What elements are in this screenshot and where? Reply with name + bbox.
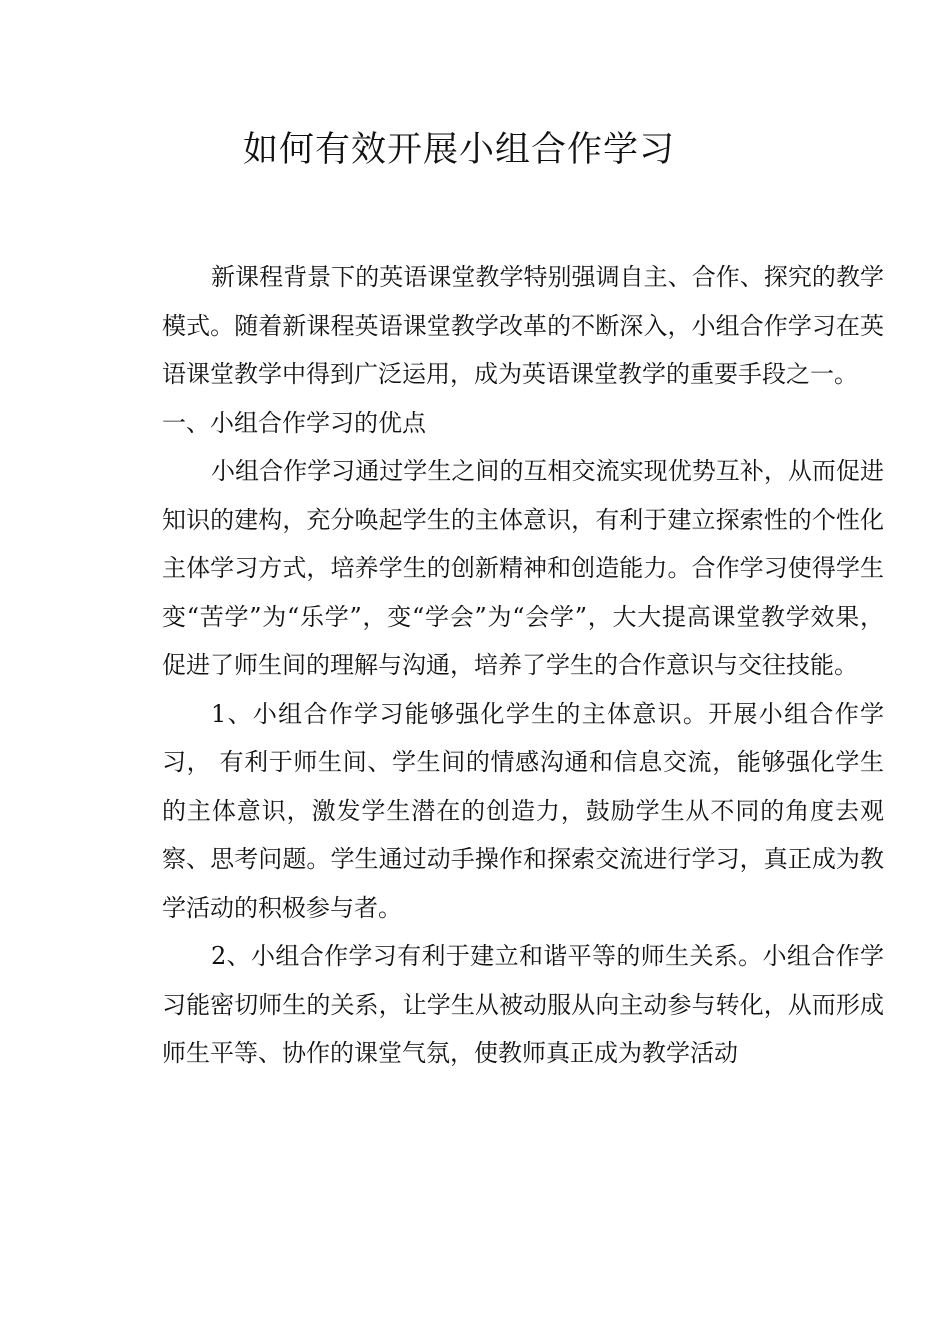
paragraph-point-2: 2、小组合作学习有利于建立和谐平等的师生关系。小组合作学习能密切师生的关系，让学生从被动服从向主动参与转化，从而形成师生平等、协作的课堂气氛，使教师真正成为教学活动: [162, 942, 884, 1067]
paragraph-point-1: 1、小组合作学习能够强化学生的主体意识。开展小组合作学习， 有利于师生间、学生间的情感沟通和信息交流，能够强化学生的主体意识，激发学生潜在的创造力，鼓励学生从不同的角度去观察、思考问题。学生通过动手操作和探索交流进行学习，真正成为教学活动的积极参与者。: [162, 699, 884, 922]
document-title: 如何有效开展小组合作学习: [243, 130, 676, 170]
paragraph-advantages: 小组合作学习通过学生之间的互相交流实现优势互补，从而促进知识的建构，充分唤起学生的主体意识，有利于建立探索性的个性化主体学习方式，培养学生的创新精神和创造能力。合作学习使得学生变“苦学”为“乐学”，变“学会”为“会学”，大大提高课堂教学效果，促进了师生间的理解与沟通，培养了学生的合作意识与交往技能。: [162, 457, 884, 679]
document-body: [162, 253, 884, 1078]
paragraph-intro: 新课程背景下的英语课堂教学特别强调自主、合作、探究的教学模式。随着新课程英语课堂教学改革的不断深入，小组合作学习在英语课堂教学中得到广泛运用，成为英语课堂教学的重要手段之一。: [162, 263, 884, 388]
section-heading-advantages: 一、小组合作学习的优点: [162, 408, 426, 437]
